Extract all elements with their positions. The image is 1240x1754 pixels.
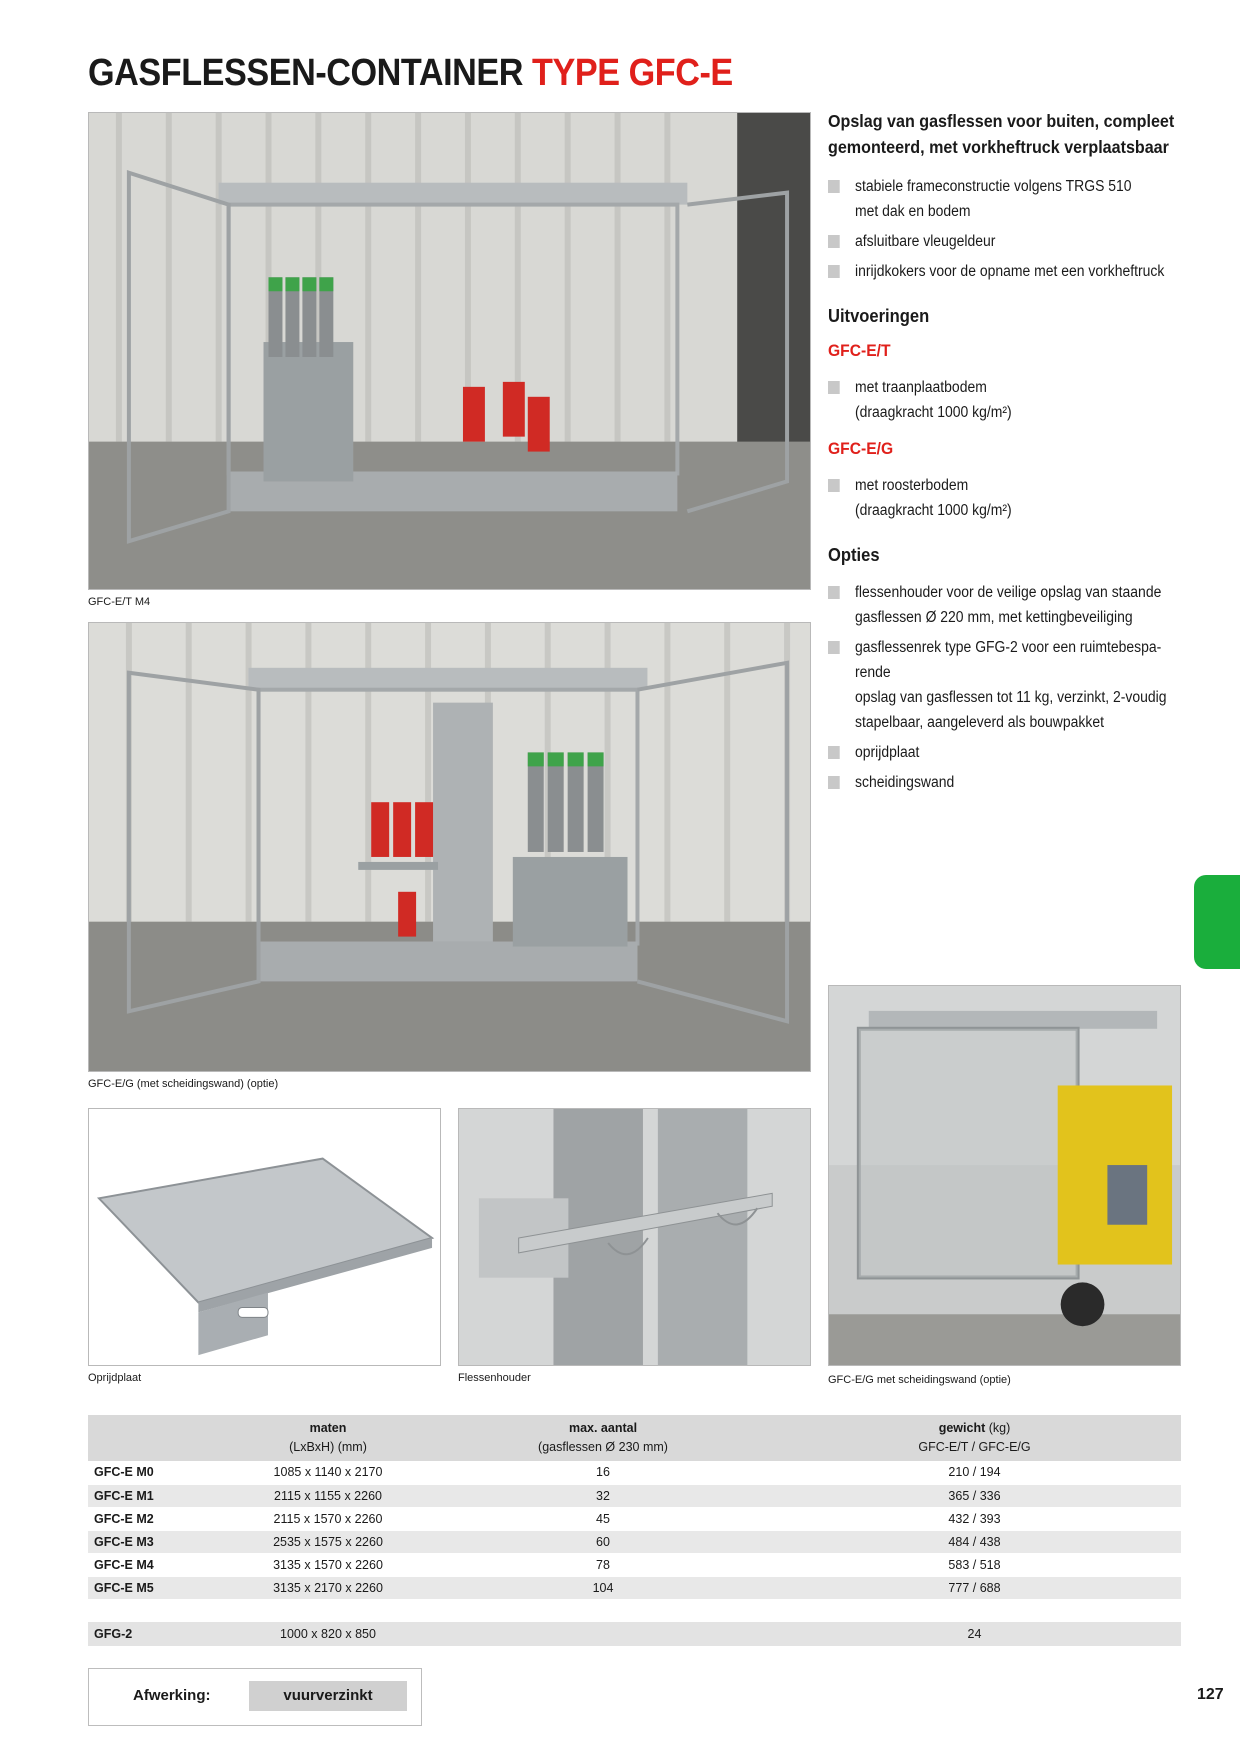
variant-t-bullets [828, 375, 1198, 425]
list-item: stabiele frameconstructie volgens TRGS 510 met dak en bodem [828, 174, 1188, 224]
variant-g-bullets [828, 473, 1198, 523]
variant-t-heading: GFC-E/T [828, 341, 891, 360]
cell-weight: 484 / 438 [768, 1530, 1181, 1553]
cell-size: 2115 x 1570 x 2260 [218, 1507, 438, 1530]
cell-model: GFC-E M3 [88, 1530, 218, 1553]
bottle-holder-photo [458, 1108, 811, 1366]
cell-weight: 210 / 194 [768, 1461, 1181, 1484]
cell-model: GFG-2 [88, 1622, 218, 1646]
cell-count: 45 [438, 1507, 768, 1530]
list-item: scheidingswand [828, 770, 1188, 795]
variants-heading: Uitvoeringen [828, 306, 930, 326]
accessory-table [88, 1622, 1181, 1646]
table-row [88, 1553, 1181, 1576]
cell-count: 78 [438, 1553, 768, 1576]
cell-model: GFC-E M1 [88, 1484, 218, 1507]
cell-size: 3135 x 1570 x 2260 [218, 1553, 438, 1576]
list-item: met traanplaatbodem (draagkracht 1000 kg/m²) [828, 375, 1188, 425]
header-count: max. aantal (gasflessen Ø 230 mm) [438, 1415, 768, 1461]
cell-size: 3135 x 2170 x 2260 [218, 1576, 438, 1599]
cell-model: GFC-E M2 [88, 1507, 218, 1530]
photo3-caption: Oprijdplaat [88, 1372, 142, 1384]
table-row [88, 1530, 1181, 1553]
photo5-caption: GFC-E/G met scheidingswand (optie) [828, 1374, 1011, 1386]
section-tab [1194, 875, 1240, 969]
list-item: met roosterbodem (draagkracht 1000 kg/m²) [828, 473, 1188, 523]
cell-count: 16 [438, 1461, 768, 1484]
variant-g-heading: GFC-E/G [828, 439, 894, 458]
cell-weight: 432 / 393 [768, 1507, 1181, 1530]
header-weight: gewicht (kg) GFC-E/T / GFC-E/G [768, 1415, 1181, 1461]
ramp-photo [88, 1108, 441, 1366]
table-row [88, 1507, 1181, 1530]
options-heading: Opties [828, 545, 880, 565]
cell-model: GFC-E M0 [88, 1461, 218, 1484]
container-photo-divider [88, 622, 811, 1072]
cell-count: 60 [438, 1530, 768, 1553]
list-item: inrijdkokers voor de opname met een vorkheftruck [828, 259, 1188, 284]
cell-size: 2535 x 1575 x 2260 [218, 1530, 438, 1553]
header-size: maten (LxBxH) (mm) [218, 1415, 438, 1461]
cell-count [438, 1622, 768, 1646]
options-bullets [828, 580, 1198, 795]
table-row [88, 1622, 1181, 1646]
cell-size: 1085 x 1140 x 2170 [218, 1461, 438, 1484]
photo2-caption: GFC-E/G (met scheidingswand) (optie) [88, 1078, 279, 1090]
cell-weight: 583 / 518 [768, 1553, 1181, 1576]
cell-model: GFC-E M4 [88, 1553, 218, 1576]
table-row [88, 1461, 1181, 1484]
cell-weight: 24 [768, 1622, 1181, 1646]
photo4-caption: Flessenhouder [458, 1372, 531, 1384]
forklift-photo [828, 985, 1181, 1366]
cell-size: 2115 x 1155 x 2260 [218, 1484, 438, 1507]
finish-box [88, 1668, 422, 1726]
intro-bullets [828, 174, 1198, 284]
finish-label: Afwerking: [133, 1687, 211, 1704]
list-item: gasflessenrek type GFG-2 voor een ruimtebespa- rende opslag van gasflessen tot 11 kg, verzinkt, 2-voudig stapelbaar, aangeleverd als bouwpakket [828, 635, 1188, 735]
header-model [88, 1415, 218, 1461]
page-title: GASFLESSEN-CONTAINER TYPE GFC-E [88, 52, 733, 94]
cell-count: 32 [438, 1484, 768, 1507]
list-item: afsluitbare vleugeldeur [828, 229, 1188, 254]
description-column [828, 108, 1198, 800]
cell-count: 104 [438, 1576, 768, 1599]
table-row [88, 1484, 1181, 1507]
intro-heading: Opslag van gasflessen voor buiten, compleet gemonteerd, met vorkheftruck verplaatsbaar [828, 111, 1175, 157]
cell-weight: 365 / 336 [768, 1484, 1181, 1507]
photo1-caption: GFC-E/T M4 [88, 596, 151, 608]
list-item: flessenhouder voor de veilige opslag van staande gasflessen Ø 220 mm, met kettingbeveiliging [828, 580, 1188, 630]
page-number: 127 [1197, 1686, 1224, 1703]
cell-model: GFC-E M5 [88, 1576, 218, 1599]
spec-table [88, 1415, 1181, 1600]
cell-size: 1000 x 820 x 850 [218, 1622, 438, 1646]
list-item: oprijdplaat [828, 740, 1188, 765]
finish-value: vuurverzinkt [249, 1681, 407, 1711]
cell-weight: 777 / 688 [768, 1576, 1181, 1599]
container-photo-open [88, 112, 811, 590]
table-row [88, 1576, 1181, 1599]
